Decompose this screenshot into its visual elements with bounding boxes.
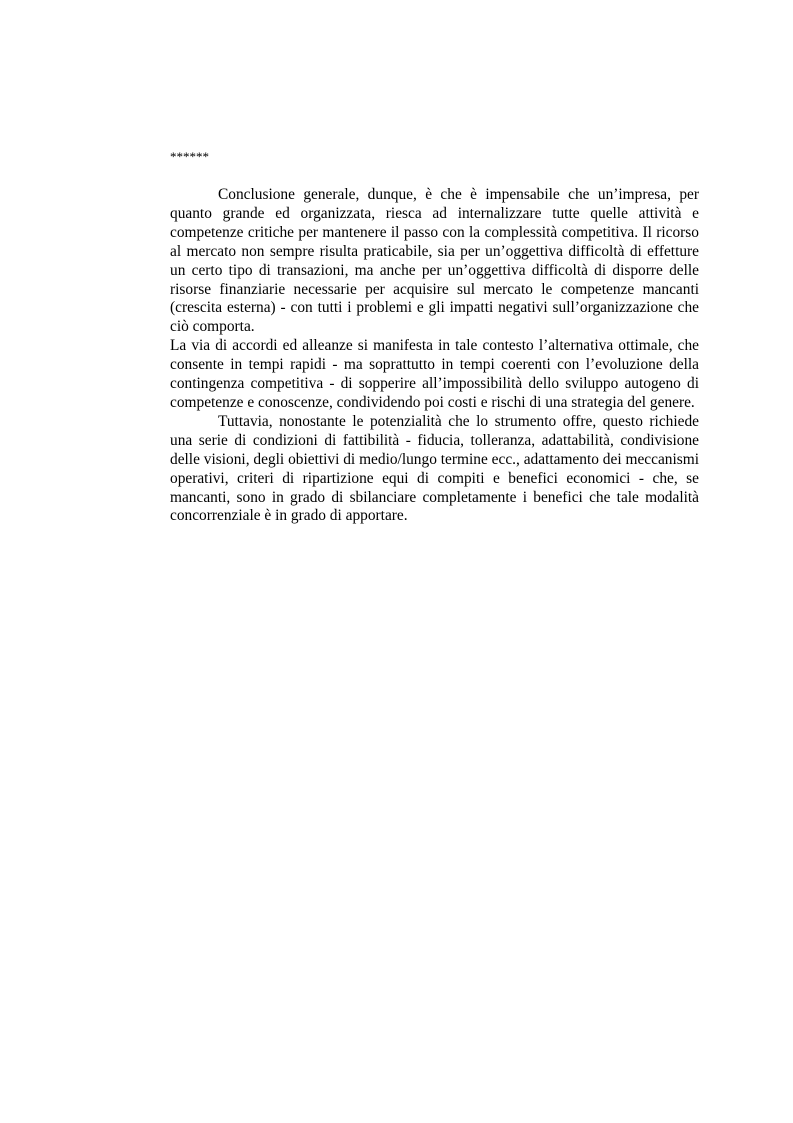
paragraph-alliances: La via di accordi ed alleanze si manifesta in tale contesto l’alternativa ottimale, che consente in tempi rapidi - ma soprattutto in tempi coerenti con l’evoluzione della contingenza competitiva - di sopperire all’impossibilità dello sviluppo autogeno di competenze e conoscenze, condividendo poi costi e rischi di una strategia del genere. xyxy=(170,337,699,411)
paragraph-conclusion: Conclusione generale, dunque, è che è impensabile che un’impresa, per quanto grande ed organizzata, riesca ad internalizzare tutte quelle attività e competenze critiche per mantenere il passo con la complessità competitiva. Il ricorso al mercato non sempre risulta praticabile, sia per un’oggettiva difficoltà di effetture un certo tipo di transazioni, ma anche per un’oggettiva difficoltà di disporre delle risorse finanziarie necessarie per acquisire sul mercato le competenze mancanti (crescita esterna) - con tutti i problemi e gli impatti negativi sull’organizzazione che ciò comporta. xyxy=(170,186,699,336)
paragraph-conditions: Tuttavia, nonostante le potenzialità che lo strumento offre, questo richiede una serie di condizioni di fattibilità - fiducia, tolleranza, adattabilità, condivisione delle visioni, degli obiettivi di medio/lungo termine ecc., adattamento dei meccanismi operativi, criteri di ripartizione equi di compiti e benefici economici - che, se mancanti, sono in grado di sbilanciare completamente i benefici che tale modalità concorrenziale è in grado di apportare. xyxy=(170,412,699,525)
document-body xyxy=(170,148,699,526)
section-separator: ****** xyxy=(170,149,209,164)
